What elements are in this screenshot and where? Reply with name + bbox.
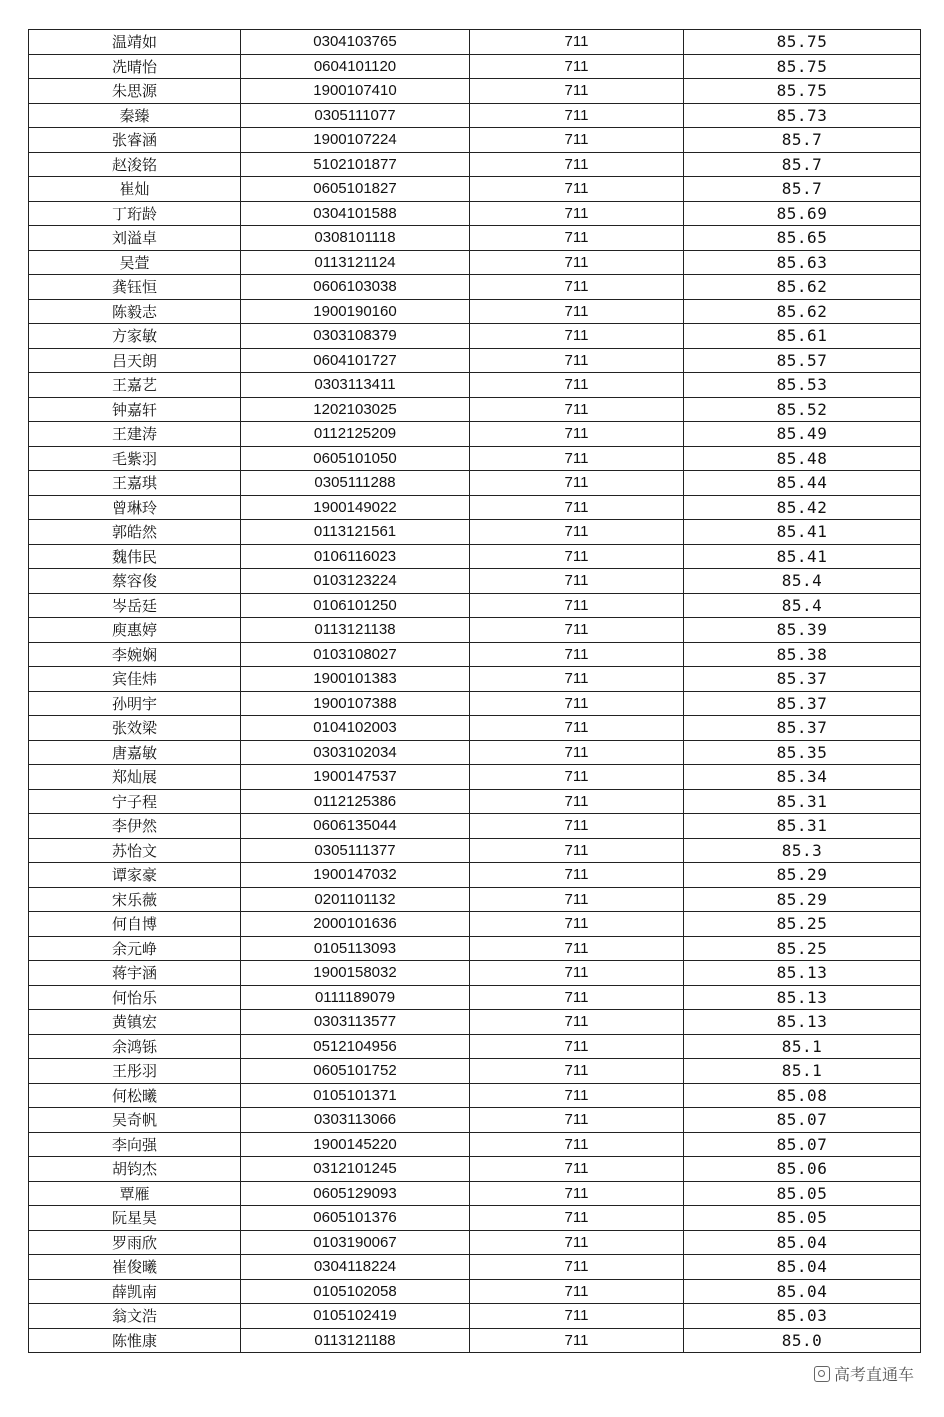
- name-cell: 孙明宇: [29, 691, 241, 716]
- table-row: [29, 520, 921, 545]
- id-cell: 0604101120: [241, 54, 470, 79]
- name-cell: 岑岳廷: [29, 593, 241, 618]
- score-cell: 85.75: [684, 30, 921, 55]
- score-cell: 85.03: [684, 1304, 921, 1329]
- name-cell: 翁文浩: [29, 1304, 241, 1329]
- table-row: [29, 1132, 921, 1157]
- score-cell: 85.38: [684, 642, 921, 667]
- score-cell: 85.65: [684, 226, 921, 251]
- code-cell: 711: [470, 201, 684, 226]
- id-cell: 1900107388: [241, 691, 470, 716]
- code-cell: 711: [470, 250, 684, 275]
- code-cell: 711: [470, 936, 684, 961]
- code-cell: 711: [470, 887, 684, 912]
- code-cell: 711: [470, 814, 684, 839]
- table-row: [29, 446, 921, 471]
- name-cell: 李婉娴: [29, 642, 241, 667]
- code-cell: 711: [470, 593, 684, 618]
- score-cell: 85.05: [684, 1206, 921, 1231]
- name-cell: 崔灿: [29, 177, 241, 202]
- score-cell: 85.69: [684, 201, 921, 226]
- score-cell: 85.41: [684, 544, 921, 569]
- table-row: [29, 1230, 921, 1255]
- table-row: [29, 691, 921, 716]
- name-cell: 罗雨欣: [29, 1230, 241, 1255]
- watermark-text: 高考直通车: [833, 1365, 914, 1384]
- id-cell: 0305111077: [241, 103, 470, 128]
- table-row: [29, 765, 921, 790]
- id-cell: 5102101877: [241, 152, 470, 177]
- score-cell: 85.37: [684, 667, 921, 692]
- table-row: [29, 54, 921, 79]
- table-row: [29, 79, 921, 104]
- code-cell: 711: [470, 544, 684, 569]
- table-row: [29, 789, 921, 814]
- code-cell: 711: [470, 446, 684, 471]
- id-cell: 0606135044: [241, 814, 470, 839]
- name-cell: 庾惠婷: [29, 618, 241, 643]
- score-cell: 85.41: [684, 520, 921, 545]
- code-cell: 711: [470, 1230, 684, 1255]
- score-cell: 85.4: [684, 569, 921, 594]
- code-cell: 711: [470, 1083, 684, 1108]
- id-cell: 0605101050: [241, 446, 470, 471]
- score-cell: 85.39: [684, 618, 921, 643]
- table-row: [29, 30, 921, 55]
- id-cell: 0113121188: [241, 1328, 470, 1353]
- code-cell: 711: [470, 1206, 684, 1231]
- score-cell: 85.34: [684, 765, 921, 790]
- name-cell: 何松曦: [29, 1083, 241, 1108]
- id-cell: 0605101827: [241, 177, 470, 202]
- code-cell: 711: [470, 54, 684, 79]
- id-cell: 0112125386: [241, 789, 470, 814]
- table-row: [29, 1010, 921, 1035]
- id-cell: 0111189079: [241, 985, 470, 1010]
- table-row: [29, 324, 921, 349]
- table-row: [29, 495, 921, 520]
- score-cell: 85.75: [684, 79, 921, 104]
- table-row: [29, 961, 921, 986]
- table-row: [29, 226, 921, 251]
- score-cell: 85.37: [684, 716, 921, 741]
- score-cell: 85.07: [684, 1132, 921, 1157]
- score-cell: 85.63: [684, 250, 921, 275]
- score-cell: 85.0: [684, 1328, 921, 1353]
- id-cell: 0113121124: [241, 250, 470, 275]
- score-cell: 85.49: [684, 422, 921, 447]
- id-cell: 0304118224: [241, 1255, 470, 1280]
- name-cell: 王建涛: [29, 422, 241, 447]
- table-row: [29, 1304, 921, 1329]
- code-cell: 711: [470, 912, 684, 937]
- score-cell: 85.31: [684, 789, 921, 814]
- score-cell: 85.7: [684, 152, 921, 177]
- table-row: [29, 1255, 921, 1280]
- table-row: [29, 912, 921, 937]
- id-cell: 1900101383: [241, 667, 470, 692]
- id-cell: 0112125209: [241, 422, 470, 447]
- table-row: [29, 471, 921, 496]
- score-cell: 85.42: [684, 495, 921, 520]
- name-cell: 冼晴怡: [29, 54, 241, 79]
- score-cell: 85.31: [684, 814, 921, 839]
- name-cell: 崔俊曦: [29, 1255, 241, 1280]
- table-row: [29, 1034, 921, 1059]
- code-cell: 711: [470, 569, 684, 594]
- score-table-body: [29, 30, 921, 1353]
- name-cell: 宁子程: [29, 789, 241, 814]
- name-cell: 方家敏: [29, 324, 241, 349]
- score-cell: 85.52: [684, 397, 921, 422]
- id-cell: 0104102003: [241, 716, 470, 741]
- table-row: [29, 936, 921, 961]
- name-cell: 吕天朗: [29, 348, 241, 373]
- name-cell: 王彤羽: [29, 1059, 241, 1084]
- name-cell: 唐嘉敏: [29, 740, 241, 765]
- name-cell: 刘溢卓: [29, 226, 241, 251]
- table-row: [29, 1279, 921, 1304]
- code-cell: 711: [470, 740, 684, 765]
- table-row: [29, 1059, 921, 1084]
- table-row: [29, 985, 921, 1010]
- code-cell: 711: [470, 1132, 684, 1157]
- code-cell: 711: [470, 961, 684, 986]
- id-cell: 0605101376: [241, 1206, 470, 1231]
- code-cell: 711: [470, 1328, 684, 1353]
- table-row: [29, 177, 921, 202]
- id-cell: 0303113577: [241, 1010, 470, 1035]
- name-cell: 郑灿展: [29, 765, 241, 790]
- id-cell: 0103190067: [241, 1230, 470, 1255]
- table-row: [29, 642, 921, 667]
- name-cell: 赵浚铭: [29, 152, 241, 177]
- code-cell: 711: [470, 275, 684, 300]
- code-cell: 711: [470, 373, 684, 398]
- score-cell: 85.08: [684, 1083, 921, 1108]
- name-cell: 钟嘉轩: [29, 397, 241, 422]
- table-row: [29, 128, 921, 153]
- code-cell: 711: [470, 30, 684, 55]
- score-cell: 85.05: [684, 1181, 921, 1206]
- code-cell: 711: [470, 691, 684, 716]
- table-row: [29, 814, 921, 839]
- score-cell: 85.29: [684, 887, 921, 912]
- name-cell: 黄镇宏: [29, 1010, 241, 1035]
- name-cell: 魏伟民: [29, 544, 241, 569]
- code-cell: 711: [470, 642, 684, 667]
- table-row: [29, 373, 921, 398]
- table-row: [29, 1157, 921, 1182]
- name-cell: 毛紫羽: [29, 446, 241, 471]
- score-cell: 85.25: [684, 936, 921, 961]
- id-cell: 0305111377: [241, 838, 470, 863]
- id-cell: 0103123224: [241, 569, 470, 594]
- table-row: [29, 1181, 921, 1206]
- name-cell: 陈毅志: [29, 299, 241, 324]
- table-row: [29, 201, 921, 226]
- id-cell: 0304101588: [241, 201, 470, 226]
- table-row: [29, 887, 921, 912]
- name-cell: 宾佳炜: [29, 667, 241, 692]
- id-cell: 1900147032: [241, 863, 470, 888]
- name-cell: 陈惟康: [29, 1328, 241, 1353]
- id-cell: 0201101132: [241, 887, 470, 912]
- code-cell: 711: [470, 1034, 684, 1059]
- id-cell: 0303113066: [241, 1108, 470, 1133]
- score-cell: 85.62: [684, 275, 921, 300]
- id-cell: 1900190160: [241, 299, 470, 324]
- id-cell: 0113121138: [241, 618, 470, 643]
- id-cell: 1900145220: [241, 1132, 470, 1157]
- name-cell: 曾琳玲: [29, 495, 241, 520]
- code-cell: 711: [470, 1181, 684, 1206]
- id-cell: 0303108379: [241, 324, 470, 349]
- code-cell: 711: [470, 299, 684, 324]
- name-cell: 蒋宇涵: [29, 961, 241, 986]
- table-row: [29, 397, 921, 422]
- name-cell: 朱思源: [29, 79, 241, 104]
- id-cell: 0105102058: [241, 1279, 470, 1304]
- name-cell: 龚钰恒: [29, 275, 241, 300]
- table-row: [29, 250, 921, 275]
- table-row: [29, 544, 921, 569]
- score-cell: 85.3: [684, 838, 921, 863]
- code-cell: 711: [470, 1255, 684, 1280]
- code-cell: 711: [470, 1279, 684, 1304]
- score-cell: 85.13: [684, 1010, 921, 1035]
- code-cell: 711: [470, 397, 684, 422]
- table-row: [29, 1328, 921, 1353]
- table-row: [29, 716, 921, 741]
- score-cell: 85.25: [684, 912, 921, 937]
- table-row: [29, 1108, 921, 1133]
- id-cell: 0312101245: [241, 1157, 470, 1182]
- code-cell: 711: [470, 1108, 684, 1133]
- score-cell: 85.7: [684, 177, 921, 202]
- code-cell: 711: [470, 1157, 684, 1182]
- name-cell: 王嘉艺: [29, 373, 241, 398]
- score-cell: 85.04: [684, 1230, 921, 1255]
- id-cell: 0605129093: [241, 1181, 470, 1206]
- score-cell: 85.44: [684, 471, 921, 496]
- name-cell: 郭皓然: [29, 520, 241, 545]
- score-cell: 85.57: [684, 348, 921, 373]
- name-cell: 宋乐薇: [29, 887, 241, 912]
- name-cell: 秦臻: [29, 103, 241, 128]
- id-cell: 1900158032: [241, 961, 470, 986]
- table-row: [29, 593, 921, 618]
- code-cell: 711: [470, 765, 684, 790]
- name-cell: 覃雁: [29, 1181, 241, 1206]
- score-cell: 85.7: [684, 128, 921, 153]
- id-cell: 0106116023: [241, 544, 470, 569]
- name-cell: 张效梁: [29, 716, 241, 741]
- code-cell: 711: [470, 716, 684, 741]
- id-cell: 0305111288: [241, 471, 470, 496]
- table-row: [29, 740, 921, 765]
- code-cell: 711: [470, 79, 684, 104]
- name-cell: 何怡乐: [29, 985, 241, 1010]
- code-cell: 711: [470, 226, 684, 251]
- watermark: [814, 1362, 914, 1385]
- id-cell: 2000101636: [241, 912, 470, 937]
- table-row: [29, 1083, 921, 1108]
- id-cell: 1900107224: [241, 128, 470, 153]
- code-cell: 711: [470, 618, 684, 643]
- id-cell: 1202103025: [241, 397, 470, 422]
- score-cell: 85.1: [684, 1059, 921, 1084]
- id-cell: 0105102419: [241, 1304, 470, 1329]
- code-cell: 711: [470, 103, 684, 128]
- id-cell: 1900107410: [241, 79, 470, 104]
- id-cell: 0105113093: [241, 936, 470, 961]
- code-cell: 711: [470, 422, 684, 447]
- code-cell: 711: [470, 152, 684, 177]
- code-cell: 711: [470, 348, 684, 373]
- table-row: [29, 275, 921, 300]
- score-cell: 85.29: [684, 863, 921, 888]
- name-cell: 何自博: [29, 912, 241, 937]
- name-cell: 余鸿铄: [29, 1034, 241, 1059]
- name-cell: 张睿涵: [29, 128, 241, 153]
- code-cell: 711: [470, 838, 684, 863]
- code-cell: 711: [470, 177, 684, 202]
- name-cell: 阮星昊: [29, 1206, 241, 1231]
- id-cell: 1900147537: [241, 765, 470, 790]
- id-cell: 0605101752: [241, 1059, 470, 1084]
- score-cell: 85.62: [684, 299, 921, 324]
- table-row: [29, 838, 921, 863]
- score-cell: 85.48: [684, 446, 921, 471]
- name-cell: 谭家豪: [29, 863, 241, 888]
- table-row: [29, 422, 921, 447]
- code-cell: 711: [470, 128, 684, 153]
- id-cell: 0105101371: [241, 1083, 470, 1108]
- id-cell: 0304103765: [241, 30, 470, 55]
- name-cell: 蔡容俊: [29, 569, 241, 594]
- score-cell: 85.06: [684, 1157, 921, 1182]
- score-cell: 85.35: [684, 740, 921, 765]
- table-row: [29, 1206, 921, 1231]
- name-cell: 李向强: [29, 1132, 241, 1157]
- name-cell: 丁珩龄: [29, 201, 241, 226]
- code-cell: 711: [470, 1304, 684, 1329]
- name-cell: 胡钧杰: [29, 1157, 241, 1182]
- score-cell: 85.13: [684, 961, 921, 986]
- table-row: [29, 569, 921, 594]
- score-cell: 85.07: [684, 1108, 921, 1133]
- id-cell: 0512104956: [241, 1034, 470, 1059]
- score-cell: 85.75: [684, 54, 921, 79]
- table-row: [29, 618, 921, 643]
- id-cell: 0606103038: [241, 275, 470, 300]
- table-row: [29, 863, 921, 888]
- table-row: [29, 667, 921, 692]
- id-cell: 0103108027: [241, 642, 470, 667]
- code-cell: 711: [470, 667, 684, 692]
- id-cell: 0303102034: [241, 740, 470, 765]
- name-cell: 薛凯南: [29, 1279, 241, 1304]
- id-cell: 0604101727: [241, 348, 470, 373]
- code-cell: 711: [470, 520, 684, 545]
- table-row: [29, 348, 921, 373]
- code-cell: 711: [470, 1010, 684, 1035]
- name-cell: 温靖如: [29, 30, 241, 55]
- code-cell: 711: [470, 789, 684, 814]
- id-cell: 0106101250: [241, 593, 470, 618]
- name-cell: 吴萱: [29, 250, 241, 275]
- code-cell: 711: [470, 471, 684, 496]
- name-cell: 苏怡文: [29, 838, 241, 863]
- score-cell: 85.61: [684, 324, 921, 349]
- name-cell: 王嘉琪: [29, 471, 241, 496]
- table-row: [29, 152, 921, 177]
- id-cell: 0308101118: [241, 226, 470, 251]
- name-cell: 余元峥: [29, 936, 241, 961]
- code-cell: 711: [470, 863, 684, 888]
- code-cell: 711: [470, 985, 684, 1010]
- score-cell: 85.13: [684, 985, 921, 1010]
- name-cell: 吴奇帆: [29, 1108, 241, 1133]
- score-cell: 85.04: [684, 1279, 921, 1304]
- id-cell: 0303113411: [241, 373, 470, 398]
- score-cell: 85.73: [684, 103, 921, 128]
- score-table: [28, 29, 921, 1353]
- code-cell: 711: [470, 495, 684, 520]
- score-cell: 85.1: [684, 1034, 921, 1059]
- code-cell: 711: [470, 1059, 684, 1084]
- id-cell: 0113121561: [241, 520, 470, 545]
- score-cell: 85.4: [684, 593, 921, 618]
- table-row: [29, 103, 921, 128]
- code-cell: 711: [470, 324, 684, 349]
- score-cell: 85.53: [684, 373, 921, 398]
- name-cell: 李伊然: [29, 814, 241, 839]
- id-cell: 1900149022: [241, 495, 470, 520]
- camera-logo-icon: [814, 1366, 830, 1382]
- score-cell: 85.37: [684, 691, 921, 716]
- table-row: [29, 299, 921, 324]
- score-cell: 85.04: [684, 1255, 921, 1280]
